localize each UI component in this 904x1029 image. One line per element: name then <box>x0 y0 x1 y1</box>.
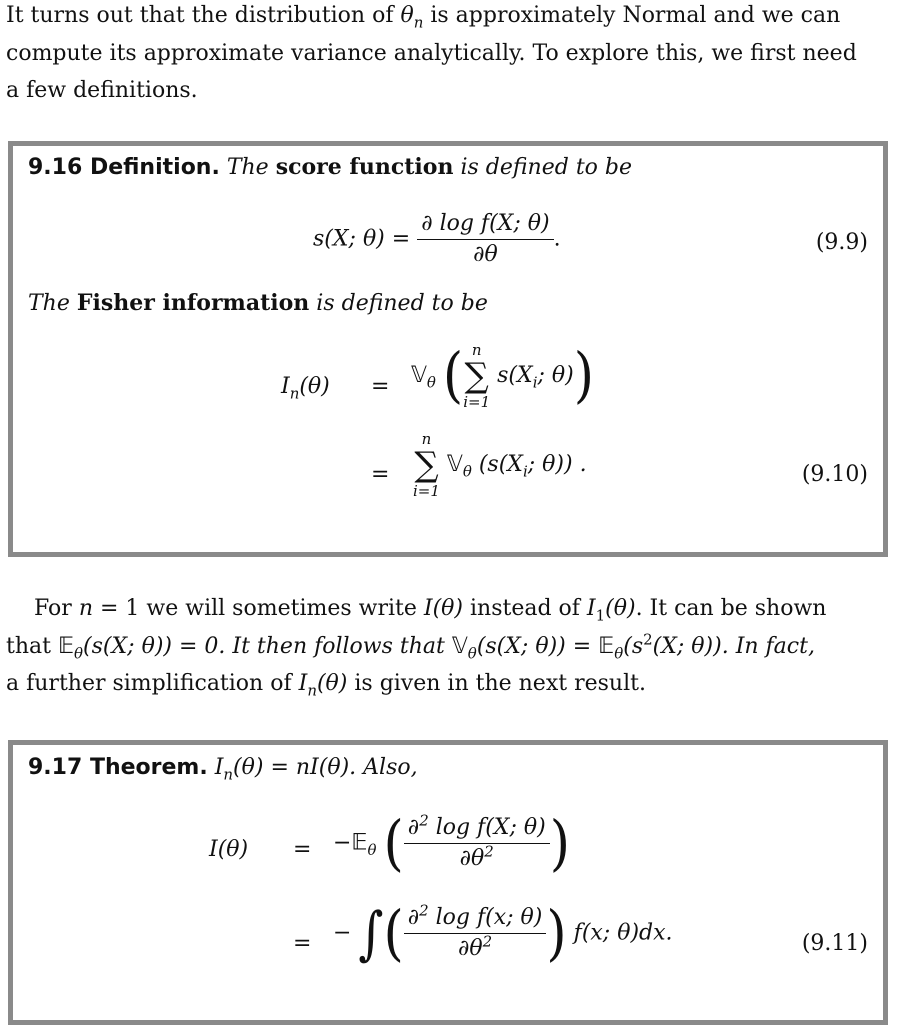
integral-sign: ∫ <box>358 899 384 968</box>
second-derivative-fraction-1: $\frac{\partial^2 \log f(X; \theta)}{\partial\theta^2}$ <box>404 813 550 874</box>
middle-paragraph <box>6 590 900 703</box>
intro-line-2: compute its approximate variance analytically. To explore this, we first need <box>6 40 857 66</box>
theorem-equals-1: = <box>293 837 312 862</box>
score-function-term: score function <box>275 154 454 180</box>
sum-operator: n ∑ i=1 <box>463 341 491 411</box>
fisher-lhs: $I_n(\theta)$ <box>281 374 330 403</box>
equals-sign-2: = <box>371 462 390 487</box>
intro-paragraph <box>6 0 900 110</box>
definition-heading: 9.16 Definition. The score function is defined to be <box>28 154 632 180</box>
theorem-expectation-expr: −𝔼$_\theta$ ( $\frac{\partial^2 \log f(X; \theta)}{\partial\theta^2}$ ) <box>333 809 570 878</box>
fisher-information-term: Fisher information <box>76 290 310 316</box>
sum-of-variances: n ∑ i=1 𝕍$_\theta$ ($s(X_i$; θ)) . <box>413 430 587 500</box>
sum-operator-2: n ∑ i=1 <box>413 430 440 500</box>
theorem-box <box>8 740 888 1025</box>
second-derivative-fraction-2: $\frac{\partial^2 \log f(x; \theta)}{\partial\theta^2}$ <box>404 903 547 964</box>
score-fraction: $\frac{\text{∂ log f(X; θ)}}{\partial\theta}$ <box>417 209 553 270</box>
middle-line-3: a further simplification of $I_n(\theta)$ is given in the next result. <box>6 671 646 700</box>
intro-line-3: a few definitions. <box>6 78 198 103</box>
equation-number-9-9: (9.9) <box>815 230 868 255</box>
theorem-equals-2: = <box>293 931 312 956</box>
theorem-integral-expr: − ∫( $\frac{\partial^2 \log f(x; \theta)}{\partial\theta^2}$ ) f(x; θ)dx. <box>333 899 673 968</box>
intro-line-1: It turns out that the distribution of ^ $\theta_n$ is approximately Normal and we can <box>6 0 900 35</box>
theorem-lhs: I(θ) <box>209 837 249 862</box>
equals-sign-1: = <box>371 374 390 399</box>
theorem-heading: 9.17 Theorem. $I_n(\theta) = nI(\theta)$. Also, <box>28 755 418 784</box>
fisher-heading: The Fisher information is defined to be <box>28 290 488 316</box>
definition-box <box>8 141 888 557</box>
equation-9-9: s(X; θ) = $\frac{\text{∂ log f(X; θ)}}{\partial\theta}$ . <box>313 209 561 270</box>
middle-line-1: For n = 1 we will sometimes write I(θ) instead of $I_1(\theta)$. It can be shown <box>34 596 827 625</box>
equation-number-9-11: (9.11) <box>801 931 868 956</box>
variance-of-sum: 𝕍$_\theta$ ( n ∑ i=1 $s(X_i$; θ)) <box>411 341 595 411</box>
middle-line-2: that 𝔼$_\theta$(s(X; θ)) = 0. It then follows that 𝕍$_\theta$(s(X; $\theta)) = 𝔼_\theta(s^2(X$; θ)). In fact, <box>6 630 815 662</box>
equation-number-9-10: (9.10) <box>801 462 868 487</box>
